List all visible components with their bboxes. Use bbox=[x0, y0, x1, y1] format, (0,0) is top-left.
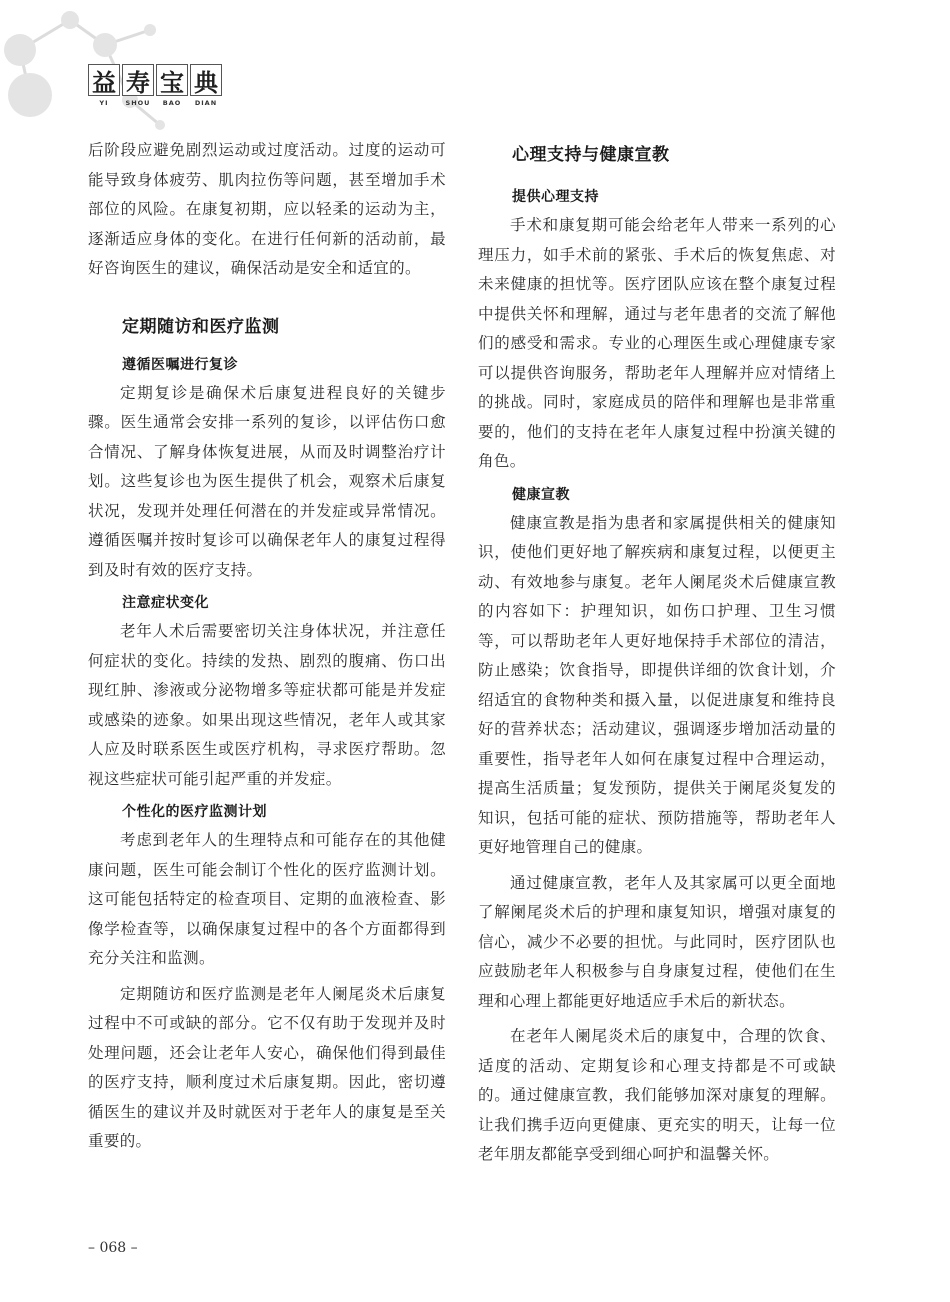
book-logo bbox=[88, 64, 228, 107]
logo-pinyin-syllable: DIAN bbox=[194, 99, 218, 107]
subsection-title: 个性化的医疗监测计划 bbox=[122, 804, 267, 820]
page-number: – 068 – bbox=[88, 1240, 138, 1256]
left-column bbox=[88, 136, 446, 1157]
logo-pinyin-syllable: SHOU bbox=[125, 99, 151, 107]
logo-pinyin-syllable: YI bbox=[99, 99, 109, 107]
subsection-title: 注意症状变化 bbox=[122, 595, 209, 611]
closing-paragraph: 在老年人阑尾炎术后的康复中，合理的饮食、适度的活动、定期复诊和心理支持都是不可或缺的。通过健康宣教，我们能够加深对康复的理解。让我们携手迈向更健康、更充实的明天，让每一位老年朋友都能享受到细心呵护和温馨关怀。 bbox=[478, 1027, 836, 1163]
continued-paragraph: 后阶段应避免剧烈运动或过度活动。过度的运动可能导致身体疲劳、肌肉拉伤等问题，甚至增加手术部位的风险。在康复初期，应以轻柔的运动为主，逐渐适应身体的变化。在进行任何新的活动前，最好咨询医生的建议，确保活动是安全和适宜的。 bbox=[88, 141, 446, 277]
paragraph: 考虑到老年人的生理特点和可能存在的其他健康问题，医生可能会制订个性化的医疗监测计划。这可能包括特定的检查项目、定期的血液检查、影像学检查等，以确保康复过程中的各个方面都得到充分关注和监测。 bbox=[88, 831, 446, 967]
logo-char: 典 bbox=[190, 64, 222, 96]
paragraph: 老年人术后需要密切关注身体状况，并注意任何症状的变化。持续的发热、剧烈的腹痛、伤口出现红肿、渗液或分泌物增多等症状都可能是并发症或感染的迹象。如果出现这些情况，老年人或其家人应及时联系医生或医疗机构，寻求医疗帮助。忽视这些症状可能引起严重的并发症。 bbox=[88, 622, 446, 788]
subsection-title: 健康宣教 bbox=[512, 486, 570, 503]
subsection-title: 遵循医嘱进行复诊 bbox=[122, 356, 238, 373]
subsection-title: 提供心理支持 bbox=[512, 189, 599, 205]
paragraph: 手术和康复期可能会给老年人带来一系列的心理压力，如手术前的紧张、手术后的恢复焦虑、对未来健康的担忧等。医疗团队应该在整个康复过程中提供关怀和理解，通过与老年患者的交流了解他们的感受和需求。专业的心理医生或心理健康专家可以提供咨询服务，帮助老年人理解并应对情绪上的挑战。同时，家庭成员的陪伴和理解也是非常重要的，他们的支持在老年人康复过程中扮演关键的角色。 bbox=[478, 216, 836, 470]
logo-title bbox=[88, 64, 228, 96]
paragraph: 健康宣教是指为患者和家属提供相关的健康知识，使他们更好地了解疾病和康复过程，以便更主动、有效地参与康复。老年人阑尾炎术后健康宣教的内容如下：护理知识，如伤口护理、卫生习惯等，可以帮助老年人更好地保持手术部位的清洁，防止感染；饮食指导，即提供详细的饮食计划，介绍适宜的食物种类和摄入量，以促进康复和维持良好的营养状态；活动建议，强调逐步增加活动量的重要性，指导老年人如何在康复过程中合理运动，提高生活质量；复发预防，提供关于阑尾炎复发的知识，包括可能的症状、预防措施等，帮助老年人更好地管理自己的健康。 bbox=[478, 513, 836, 856]
paragraph: 通过健康宣教，老年人及其家属可以更全面地了解阑尾炎术后的护理和康复知识，增强对康复的信心，减少不必要的担忧。与此同时，医疗团队也应鼓励老年人积极参与自身康复过程，使他们在生理和心理上都能更好地适应手术后的新状态。 bbox=[478, 873, 836, 1010]
section-title: 定期随访和医疗监测 bbox=[122, 316, 280, 337]
paragraph: 定期复诊是确保术后康复进程良好的关键步骤。医生通常会安排一系列的复诊，以评估伤口愈合情况、了解身体恢复进展，从而及时调整治疗计划。这些复诊也为医生提供了机会，观察术后康复状况，发现并处理任何潜在的并发症或异常情况。遵循医嘱并按时复诊可以确保老年人的康复过程得到及时有效的医疗支持。 bbox=[88, 383, 446, 579]
logo-pinyin bbox=[88, 99, 228, 107]
logo-char: 益 bbox=[88, 64, 120, 96]
logo-char: 寿 bbox=[122, 64, 154, 96]
logo-pinyin-syllable: BAO bbox=[162, 99, 182, 107]
right-column bbox=[478, 136, 836, 1170]
summary-paragraph: 定期随访和医疗监测是老年人阑尾炎术后康复过程中不可或缺的部分。它不仅有助于发现并及时处理问题，还会让老年人安心，确保他们得到最佳的医疗支持，顺利度过术后康复期。因此，密切遵循医生的建议并及时就医对于老年人的康复是至关重要的。 bbox=[88, 984, 446, 1150]
logo-char: 宝 bbox=[156, 64, 188, 96]
section-title: 心理支持与健康宣教 bbox=[512, 145, 670, 165]
